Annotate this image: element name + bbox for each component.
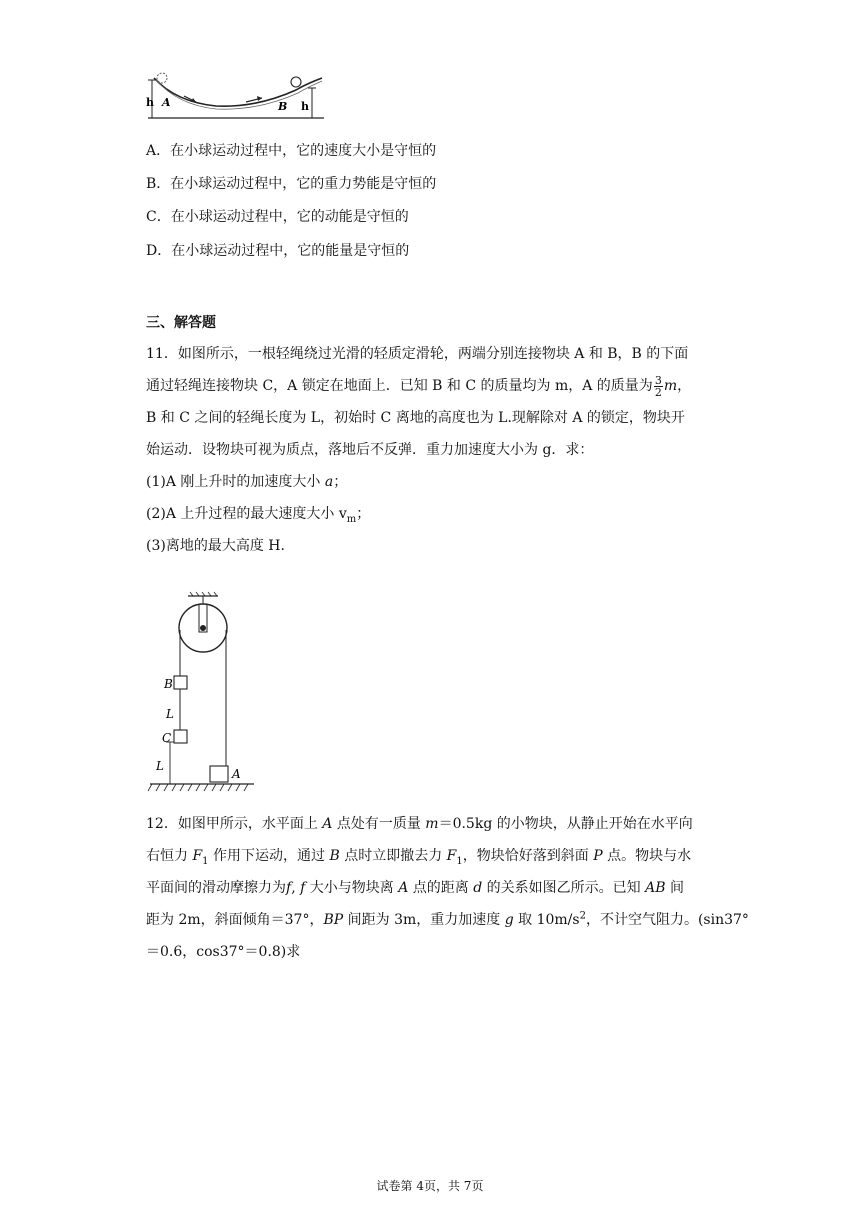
q12-line-2: 右恒力 $F_1$ 作用下运动，通过 B 点时立即撤去力 $F_1$，物块恰好落到斜面 P 点。物块与水: [146, 848, 692, 867]
option-c: C．在小球运动过程中，它的动能是守恒的: [146, 209, 409, 225]
block-b-label: B: [164, 677, 173, 691]
q12-line-5: ＝0.6，cos37°＝0.8)求: [146, 944, 301, 960]
q11-sub-1: (1)A 刚上升时的加速度大小 a；: [146, 474, 348, 490]
q11-line-1: 11．如图所示，一根轻绳绕过光滑的轻质定滑轮，两端分别连接物块 A 和 B，B 的下面: [146, 346, 689, 362]
option-d: D．在小球运动过程中，它的能量是守恒的: [146, 243, 410, 259]
option-b: B．在小球运动过程中，它的重力势能是守恒的: [146, 176, 437, 192]
h-right-label: h: [301, 100, 309, 113]
block-c-label: C: [162, 731, 172, 745]
question-12: [146, 808, 749, 968]
question-11: [146, 338, 720, 562]
q12-line-3: 平面间的滑动摩擦力为f, f 大小与物块离 A 点的距离 d 的关系如图乙所示。已知 AB 间: [146, 880, 684, 896]
q11-sub-2: (2)A 上升过程的最大速度大小 $v_m$；: [146, 506, 371, 525]
block-a-label: A: [232, 767, 241, 781]
q11-line-2: 通过轻绳连接物块 C，A 锁定在地面上．已知 B 和 C 的质量均为 m，A 的质量为 $\frac{3}{2}$ m，: [146, 373, 692, 399]
q11-line-3: B 和 C 之间的轻绳长度为 L，初始时 C 离地的高度也为 L.现解除对 A 的锁定，物块开: [146, 410, 685, 426]
b-label: B: [278, 100, 288, 113]
h-left-label: h: [146, 96, 154, 109]
pulley-figure: [146, 590, 258, 796]
q11-line-4: 始运动．设物块可视为质点，落地后不反弹．重力加速度大小为 g．求：: [146, 442, 594, 458]
option-a: A．在小球运动过程中，它的速度大小是守恒的: [146, 143, 437, 159]
q12-line-1: 12．如图甲所示，水平面上 A 点处有一质量 m＝0.5kg 的小物块，从静止开始在水平向: [146, 816, 693, 832]
section-title: 三、解答题: [146, 315, 216, 331]
mass-fraction: $\frac{3}{2}$: [654, 373, 662, 399]
curved-track-figure: [146, 72, 326, 124]
length-l-bottom-label: L: [156, 759, 164, 773]
a-label: A: [162, 96, 171, 109]
length-l-top-label: L: [166, 707, 174, 721]
q11-sub-3: (3)离地的最大高度 H.: [146, 538, 285, 554]
page-footer: 试卷第 4页，共 7页: [376, 1179, 484, 1193]
q12-line-4: 距为 2m，斜面倾角＝37°，BP 间距为 3m，重力加速度 g 取 $10m/s^2$，不计空气阻力。(sin37°: [146, 910, 749, 928]
